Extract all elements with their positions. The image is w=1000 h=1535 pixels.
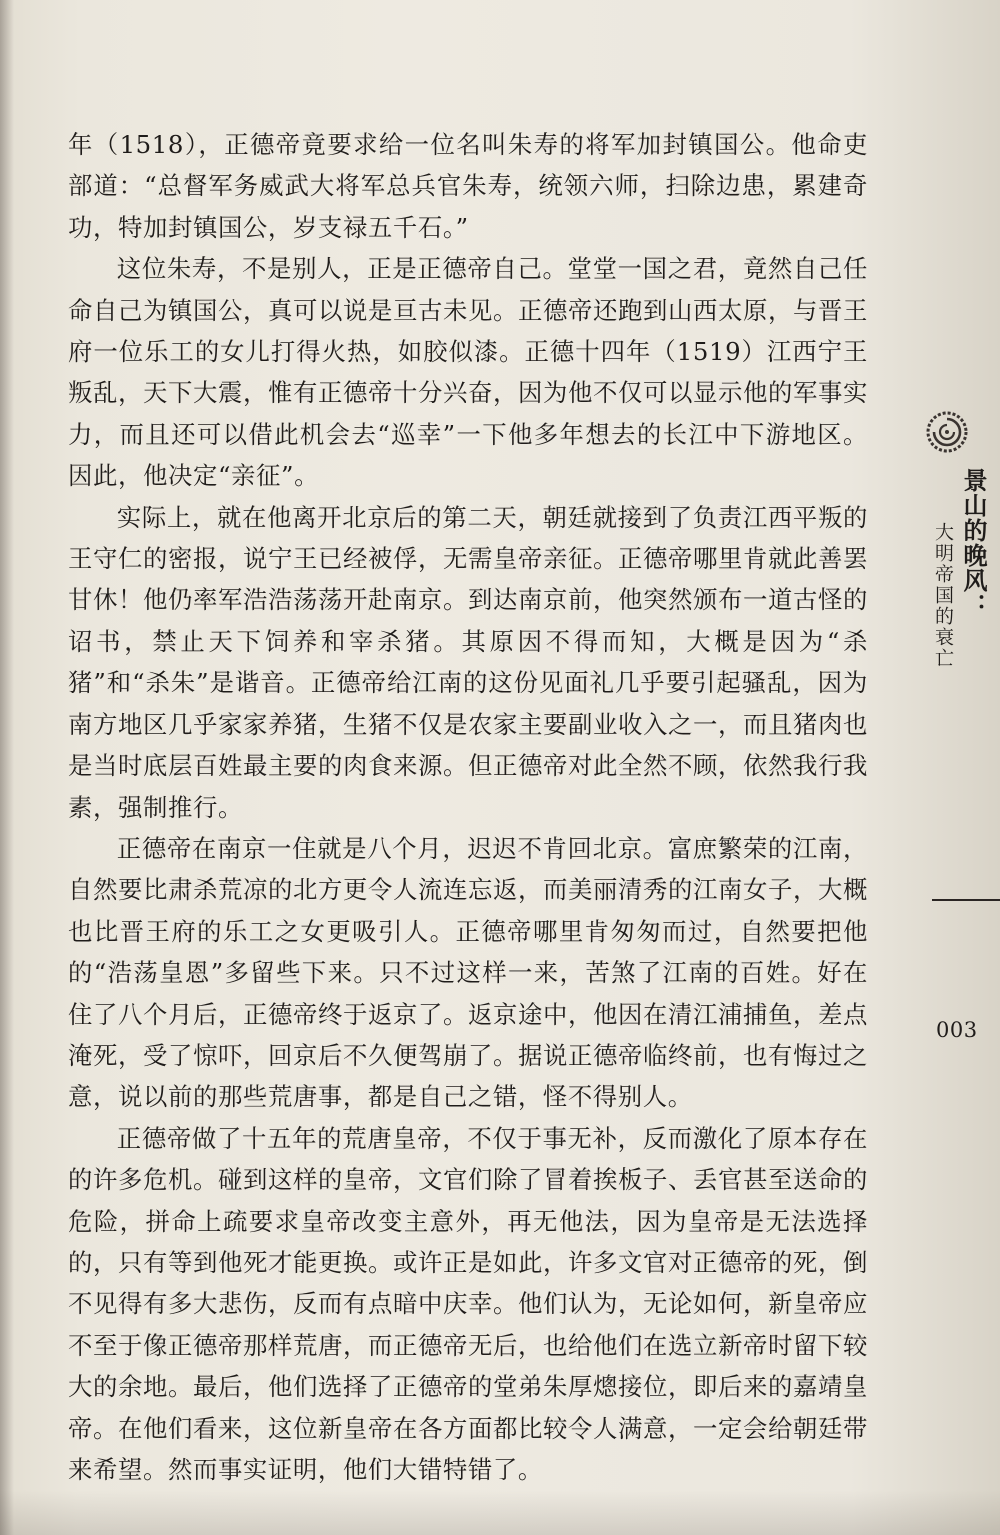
spiral-ornament-icon: [920, 405, 974, 459]
paragraph-3: 实际上，就在他离开北京后的第二天，朝廷就接到了负责江西平叛的王守仁的密报，说宁王已经被俘，无需皇帝亲征。正德帝哪里肯就此善罢甘休！他仍率军浩浩荡荡开赴南京。到达南京前，他突然颁布一道古怪的诏书，禁止天下饲养和宰杀猪。其原因不得而知，大概是因为“杀猪”和“杀朱”是谐音。正德帝给江南的这份见面礼几乎要引起骚乱，因为南方地区几乎家家养猪，生猪不仅是农家主要副业收入之一，而且猪肉也是当时底层百姓最主要的肉食来源。但正德帝对此全然不顾，依然我行我素，强制推行。: [68, 502, 868, 822]
main-text-block: [68, 124, 868, 1490]
paragraph-1: 年（1518），正德帝竟要求给一位名叫朱寿的将军加封镇国公。他命吏部道：“总督军务威武大将军总兵官朱寿，统领六师，扫除边患，累建奇功，特加封镇国公，岁支禄五千石。”: [68, 130, 868, 242]
page-bottom-shadow: [0, 1490, 1000, 1535]
paragraph-4: 正德帝在南京一住就是八个月，迟迟不肯回北京。富庶繁荣的江南，自然要比肃杀荒凉的北方更令人流连忘返，而美丽清秀的江南女子，大概也比晋王府的乐工之女更吸引人。正德帝哪里肯匆匆而过，自然要把他的“浩荡皇恩”多留些下来。只不过这样一来，苦煞了江南的百姓。好在住了八个月后，正德帝终于返京了。返京途中，他因在清江浦捕鱼，差点淹死，受了惊吓，回京后不久便驾崩了。据说正德帝临终前，也有悔过之意，说以前的那些荒唐事，都是自己之错，怪不得别人。: [68, 833, 868, 1112]
paragraph-5: 正德帝做了十五年的荒唐皇帝，不仅于事无补，反而激化了原本存在的许多危机。碰到这样的皇帝，文官们除了冒着挨板子、丢官甚至送命的危险，拼命上疏要求皇帝改变主意外，再无他法，因为皇帝是无法选择的，只有等到他死才能更换。或许正是如此，许多文官对正德帝的死，倒不见得有多大悲伤，反而有点暗中庆幸。他们认为，无论如何，新皇帝应不至于像正德帝那样荒唐，而正德帝无后，也给他们在选立新帝时留下较大的余地。最后，他们选择了正德帝的堂弟朱厚熜接位，即后来的嘉靖皇帝。在他们看来，这位新皇帝在各方面都比较令人满意，一定会给朝廷带来希望。然而事实证明，他们大错特错了。: [68, 1123, 868, 1484]
page-number: 003: [936, 1018, 978, 1042]
margin-rule: [932, 899, 1000, 901]
running-head-subtitle: 大明帝国的衰亡: [932, 522, 954, 669]
page-gutter-shadow: [0, 0, 14, 1535]
running-head-title: 景山的晚风：: [959, 468, 987, 618]
paragraph-2: 这位朱寿，不是别人，正是正德帝自己。堂堂一国之君，竟然自己任命自己为镇国公，真可以说是亘古未见。正德帝还跑到山西太原，与晋王府一位乐工的女儿打得火热，如胶似漆。正德十四年（1519）江西宁王叛乱，天下大震，惟有正德帝十分兴奋，因为他不仅可以显示他的军事实力，而且还可以借此机会去“巡幸”一下他多年想去的长江中下游地区。因此，他决定“亲征”。: [68, 254, 868, 491]
